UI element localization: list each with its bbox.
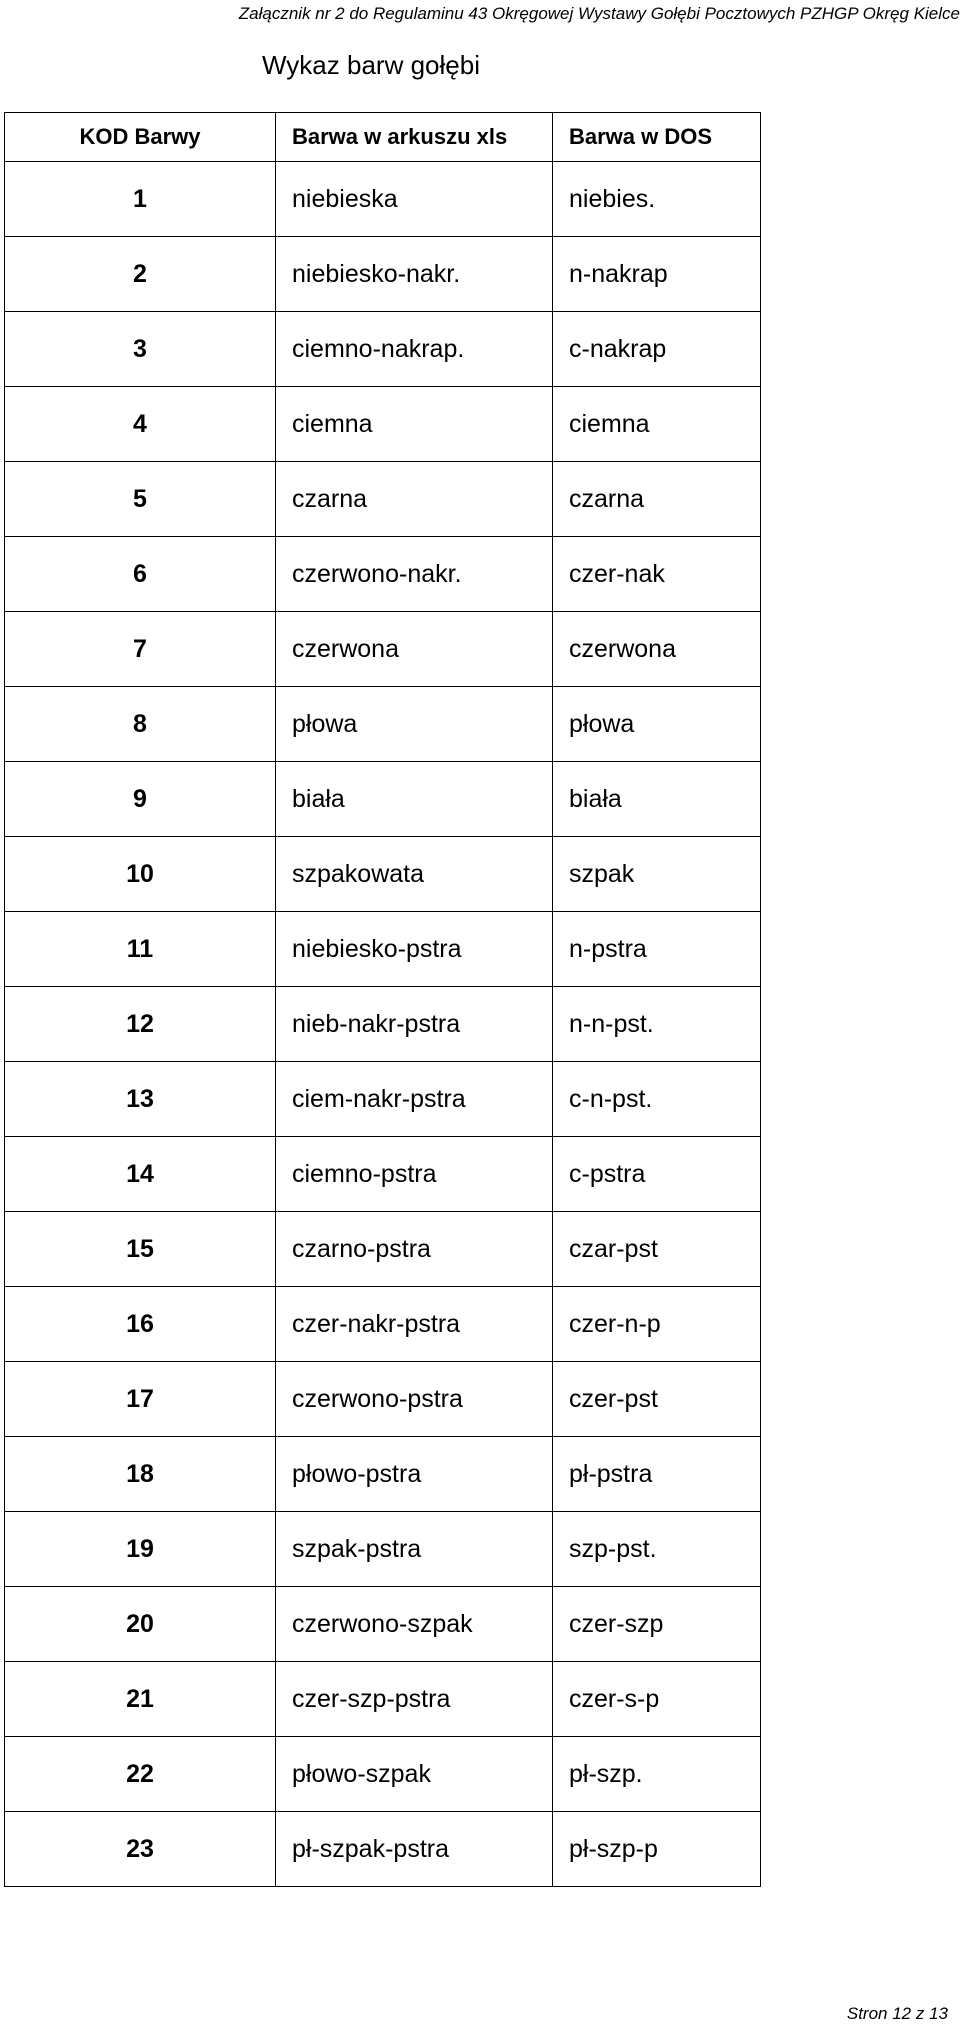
xls-cell: czer-szp-pstra (276, 1662, 553, 1737)
dos-cell: pł-pstra (553, 1437, 761, 1512)
xls-cell: płowo-pstra (276, 1437, 553, 1512)
xls-cell: niebiesko-pstra (276, 912, 553, 987)
table-row (5, 987, 761, 1062)
xls-cell: płowo-szpak (276, 1737, 553, 1812)
code-cell: 20 (5, 1587, 276, 1662)
header-dos: Barwa w DOS (553, 113, 761, 162)
code-cell: 9 (5, 762, 276, 837)
table-row (5, 1512, 761, 1587)
table-row (5, 612, 761, 687)
dos-cell: czer-nak (553, 537, 761, 612)
code-cell: 13 (5, 1062, 276, 1137)
table-row (5, 1737, 761, 1812)
xls-cell: ciemno-pstra (276, 1137, 553, 1212)
dos-cell: pł-szp. (553, 1737, 761, 1812)
table-row (5, 912, 761, 987)
table-row (5, 1587, 761, 1662)
code-cell: 16 (5, 1287, 276, 1362)
code-cell: 7 (5, 612, 276, 687)
page-number: Stron 12 z 13 (846, 2004, 948, 2023)
code-cell: 22 (5, 1737, 276, 1812)
table-row (5, 237, 761, 312)
dos-cell: szp-pst. (553, 1512, 761, 1587)
dos-cell: czer-pst (553, 1362, 761, 1437)
colors-table (4, 112, 761, 1887)
xls-cell: szpak-pstra (276, 1512, 553, 1587)
xls-cell: nieb-nakr-pstra (276, 987, 553, 1062)
table-row (5, 462, 761, 537)
code-cell: 6 (5, 537, 276, 612)
xls-cell: czerwono-szpak (276, 1587, 553, 1662)
dos-cell: c-n-pst. (553, 1062, 761, 1137)
code-cell: 23 (5, 1812, 276, 1887)
dos-cell: n-n-pst. (553, 987, 761, 1062)
table-body (5, 162, 761, 1887)
dos-cell: n-nakrap (553, 237, 761, 312)
code-cell: 2 (5, 237, 276, 312)
table-header-row (5, 113, 761, 162)
table-row (5, 1287, 761, 1362)
dos-cell: czerwona (553, 612, 761, 687)
code-cell: 14 (5, 1137, 276, 1212)
table-row (5, 762, 761, 837)
dos-cell: niebies. (553, 162, 761, 237)
code-cell: 10 (5, 837, 276, 912)
dos-cell: n-pstra (553, 912, 761, 987)
code-cell: 5 (5, 462, 276, 537)
dos-cell: czer-s-p (553, 1662, 761, 1737)
xls-cell: czarno-pstra (276, 1212, 553, 1287)
dos-cell: szpak (553, 837, 761, 912)
dos-cell: czar-pst (553, 1212, 761, 1287)
code-cell: 15 (5, 1212, 276, 1287)
xls-cell: czarna (276, 462, 553, 537)
code-cell: 11 (5, 912, 276, 987)
dos-cell: ciemna (553, 387, 761, 462)
xls-cell: czerwona (276, 612, 553, 687)
dos-cell: pł-szp-p (553, 1812, 761, 1887)
table-row (5, 387, 761, 462)
header-xls: Barwa w arkuszu xls (276, 113, 553, 162)
xls-cell: biała (276, 762, 553, 837)
list-title: Wykaz barw gołębi (262, 50, 480, 80)
table-row (5, 537, 761, 612)
dos-cell: czarna (553, 462, 761, 537)
table-row (5, 687, 761, 762)
code-cell: 17 (5, 1362, 276, 1437)
code-cell: 18 (5, 1437, 276, 1512)
xls-cell: pł-szpak-pstra (276, 1812, 553, 1887)
code-cell: 4 (5, 387, 276, 462)
code-cell: 3 (5, 312, 276, 387)
table-row (5, 1662, 761, 1737)
xls-cell: czerwono-nakr. (276, 537, 553, 612)
xls-cell: ciem-nakr-pstra (276, 1062, 553, 1137)
xls-cell: czer-nakr-pstra (276, 1287, 553, 1362)
table-row (5, 312, 761, 387)
table-row (5, 162, 761, 237)
dos-cell: c-pstra (553, 1137, 761, 1212)
xls-cell: ciemno-nakrap. (276, 312, 553, 387)
dos-cell: czer-n-p (553, 1287, 761, 1362)
table-row (5, 1062, 761, 1137)
table-row (5, 837, 761, 912)
xls-cell: płowa (276, 687, 553, 762)
dos-cell: biała (553, 762, 761, 837)
xls-cell: niebiesko-nakr. (276, 237, 553, 312)
xls-cell: czerwono-pstra (276, 1362, 553, 1437)
table-row (5, 1212, 761, 1287)
xls-cell: ciemna (276, 387, 553, 462)
table-row (5, 1812, 761, 1887)
code-cell: 1 (5, 162, 276, 237)
table-row (5, 1137, 761, 1212)
xls-cell: szpakowata (276, 837, 553, 912)
dos-cell: płowa (553, 687, 761, 762)
code-cell: 8 (5, 687, 276, 762)
code-cell: 12 (5, 987, 276, 1062)
table-row (5, 1362, 761, 1437)
header-code: KOD Barwy (5, 113, 276, 162)
dos-cell: czer-szp (553, 1587, 761, 1662)
xls-cell: niebieska (276, 162, 553, 237)
dos-cell: c-nakrap (553, 312, 761, 387)
table-row (5, 1437, 761, 1512)
header-note: Załącznik nr 2 do Regulaminu 43 Okręgowej Wystawy Gołębi Pocztowych PZHGP Okręg Kielce (238, 4, 960, 23)
code-cell: 21 (5, 1662, 276, 1737)
code-cell: 19 (5, 1512, 276, 1587)
